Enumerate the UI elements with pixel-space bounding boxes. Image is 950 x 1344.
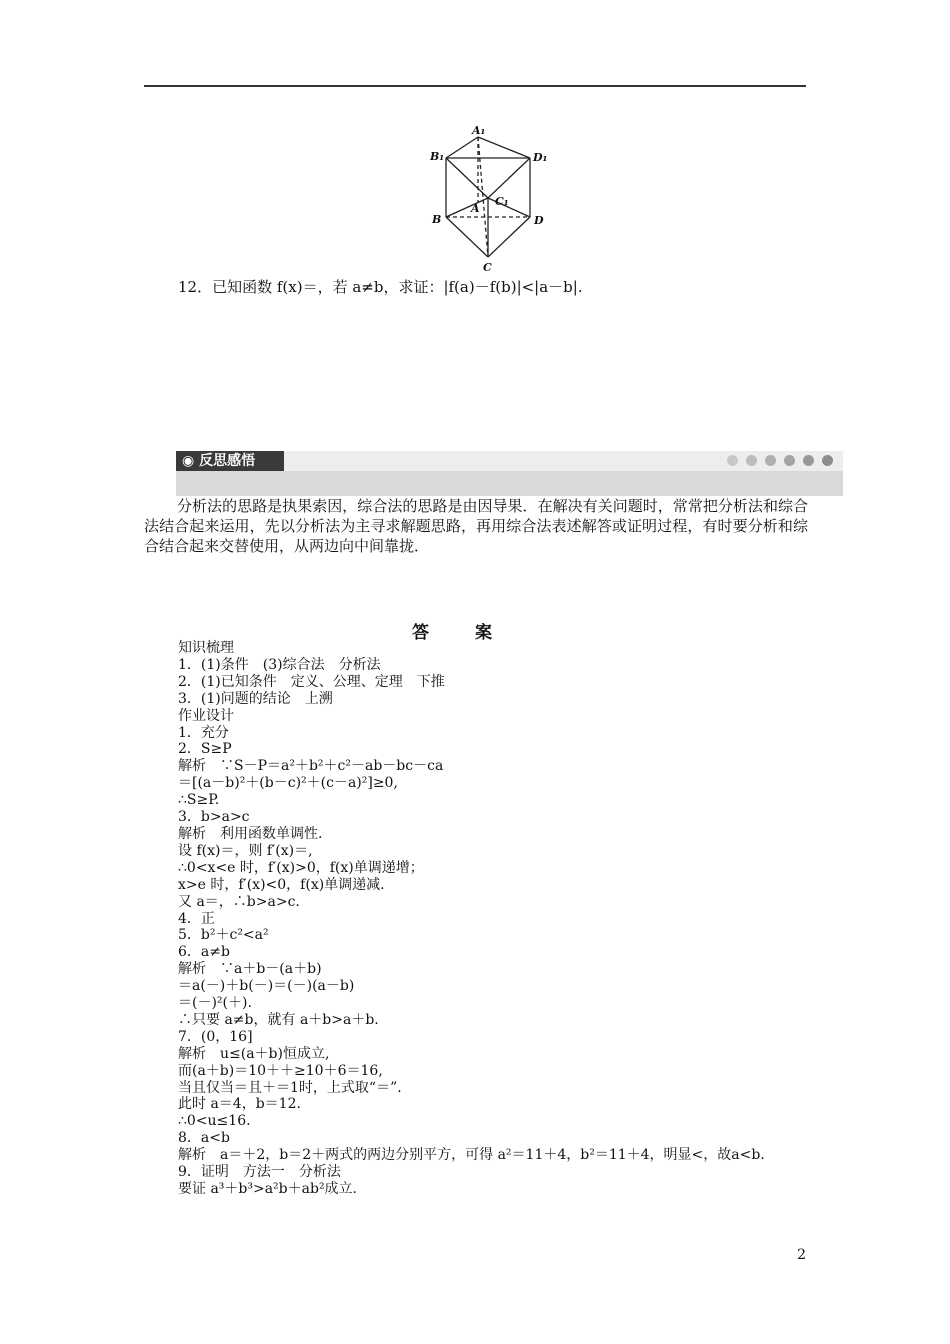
label-b: B <box>432 213 442 226</box>
label-a1: A₁ <box>472 124 486 137</box>
answer-line: ＝[(a－b)²＋(b－c)²＋(c－a)²]≥0, <box>178 775 398 792</box>
answer-line: ∴0<x<e 时，f′(x)>0，f(x)单调递增； <box>178 859 424 876</box>
answer-line: 解析 ∵a＋b－(a＋b) <box>178 961 322 978</box>
label-c: C <box>483 261 492 274</box>
label-b1: B₁ <box>430 150 445 163</box>
answer-line: 知识梳理 <box>178 640 234 656</box>
dot-icon <box>765 455 776 466</box>
label-a: A <box>471 202 480 215</box>
answers-list <box>178 640 808 1198</box>
reflection-text: 分析法的思路是执果索因，综合法的思路是由因导果．在解决有关问题时，常常把分析法和综合法结合起来运用，先以分析法为主寻求解题思路，再用综合法表述解答或证明过程，有时要分析和综合结合起来交替使用，从两边向中间靠拢． <box>144 497 808 555</box>
label-d1: D₁ <box>533 151 548 164</box>
answer-line: 9．证明 方法一 分析法 <box>178 1164 341 1181</box>
answer-line: 解析 ∵S－P＝a²＋b²＋c²－ab－bc－ca <box>178 758 444 775</box>
banner-header-strip <box>176 451 843 471</box>
answer-line: 5．b²＋c²<a² <box>178 927 269 944</box>
answer-line: 4．正 <box>178 910 215 927</box>
answer-line: ＝(－)²(＋). <box>178 995 252 1012</box>
label-c1: C₁ <box>495 195 509 208</box>
answer-line: ∴只要 a≠b，就有 a＋b>a＋b. <box>178 1011 379 1028</box>
answer-line: 要证 a³＋b³>a²b＋ab²成立. <box>178 1181 358 1197</box>
answer-line: x>e 时，f′(x)<0，f(x)单调递减. <box>178 876 385 893</box>
answer-line: 2．(1)已知条件 定义、公理、定理 下推 <box>178 673 445 690</box>
answer-line: 设 f(x)＝，则 f′(x)＝, <box>178 842 313 859</box>
answer-line: ∴0<u≤16. <box>178 1113 251 1130</box>
dot-icon <box>746 455 757 466</box>
answer-line: 解析 u≤(a＋b)恒成立, <box>178 1045 330 1062</box>
answer-line: 2．S≥P <box>178 741 232 758</box>
question-12: 12．已知函数 f(x)＝，若 a≠b，求证：|f(a)－f(b)|<|a－b|. <box>178 278 583 296</box>
answer-line: 又 a＝，∴b>a>c. <box>178 893 300 910</box>
prism-figure <box>425 120 565 280</box>
answer-line: 6．a≠b <box>178 944 230 961</box>
banner-tag: ◉ 反思感悟 <box>176 451 284 471</box>
answer-line: 3．(1)问题的结论 上溯 <box>178 690 333 707</box>
header-rule <box>144 85 806 87</box>
dot-icon <box>727 455 738 466</box>
answer-line: 8．a<b <box>178 1130 230 1147</box>
label-d: D <box>534 214 544 227</box>
page-number: 2 <box>797 1247 806 1263</box>
banner-dots <box>727 455 833 466</box>
dot-icon <box>784 455 795 466</box>
answer-line: 解析 利用函数单调性. <box>178 825 323 842</box>
answers-title: 答案 <box>412 623 538 643</box>
answer-line: 1．(1)条件 (3)综合法 分析法 <box>178 656 381 673</box>
answer-line: 此时 a＝4，b＝12. <box>178 1096 301 1113</box>
answer-line: 解析 a＝＋2，b＝2＋两式的两边分别平方，可得 a²＝11＋4，b²＝11＋4，明显<，故a<b. <box>178 1147 765 1164</box>
answer-line: 3．b>a>c <box>178 809 250 826</box>
prism-diagram <box>425 120 565 280</box>
answer-line: ＝a(－)＋b(－)＝(－)(a－b) <box>178 978 355 995</box>
dot-icon <box>822 455 833 466</box>
answer-line: 作业设计 <box>178 707 234 724</box>
answer-line: ∴S≥P. <box>178 792 220 809</box>
answer-line: 而(a＋b)＝10＋＋≥10＋6＝16, <box>178 1062 383 1079</box>
answer-line: 7．(0，16] <box>178 1028 253 1045</box>
answer-line: 1．充分 <box>178 724 229 741</box>
dot-icon <box>803 455 814 466</box>
reflection-banner <box>176 451 843 496</box>
answer-line: 当且仅当＝且＋＝1时，上式取“＝”. <box>178 1079 402 1096</box>
